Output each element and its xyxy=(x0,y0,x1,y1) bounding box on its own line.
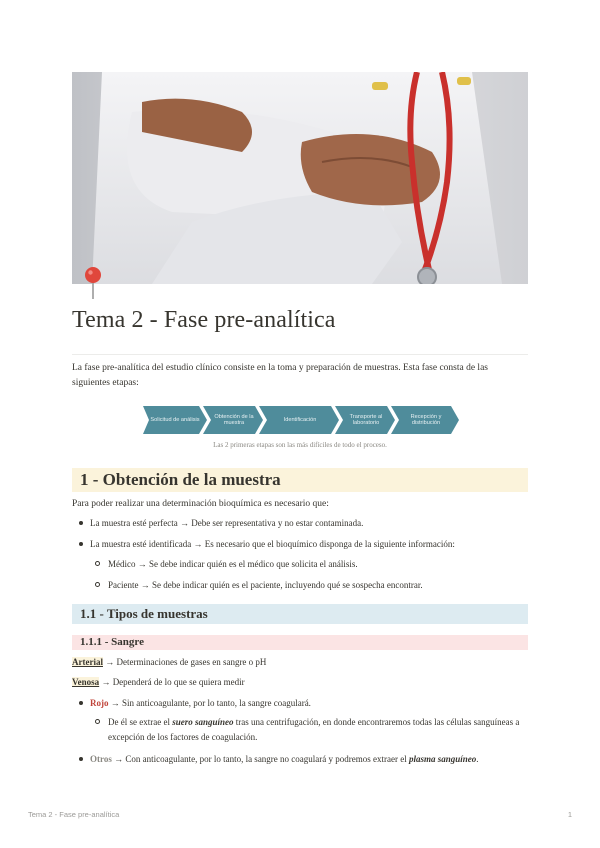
pushpin-icon xyxy=(82,266,104,300)
process-caption: Las 2 primeras etapas son las más difíciles de todo el proceso. xyxy=(213,441,387,449)
title-divider xyxy=(72,354,528,355)
suero-item xyxy=(108,715,528,745)
bullet-item-1: La muestra esté perfecta → Debe ser representativa y no estar contaminada. xyxy=(90,518,364,528)
otros-item xyxy=(90,752,528,766)
plasma-term: plasma sanguíneo xyxy=(409,754,477,764)
section-heading-1-1-text: 1.1 - Tipos de muestras xyxy=(80,606,208,621)
page-number: 1 xyxy=(567,810,572,819)
chevron-label-1: Solicitud de análisis xyxy=(150,416,200,423)
intro-paragraph: La fase pre-analítica del estudio clínico consiste en la toma y preparación de muestras. Esta fase consta de las siguientes etapas: xyxy=(72,363,488,388)
otros-label: Otros xyxy=(90,754,112,764)
section1-lead: Para poder realizar una determinación bioquímica es necesario que: xyxy=(72,499,329,509)
rojo-label: Rojo xyxy=(90,698,109,708)
suero-pre: De él se extrae el xyxy=(108,717,173,727)
sub-bullet-marker xyxy=(95,561,100,566)
section-heading-1 xyxy=(72,468,528,492)
cover-image xyxy=(72,72,528,284)
chevron-label-5: Recepción y distribución xyxy=(410,413,442,426)
bullet-marker xyxy=(79,542,83,546)
venosa-label: Venosa xyxy=(72,677,100,687)
footer-title: Tema 2 - Fase pre-analítica xyxy=(28,810,120,819)
sub-bullet-marker xyxy=(95,582,100,587)
rojo-text: → Sin anticoagulante, por lo tanto, la sangre coagulará. xyxy=(108,698,311,708)
arterial-label: Arterial xyxy=(72,657,103,667)
section-heading-1-text: 1 - Obtención de la muestra xyxy=(80,470,281,489)
page-title: Tema 2 - Fase pre-analítica xyxy=(72,307,336,333)
bullet-marker xyxy=(79,701,83,705)
bullet-item-2: La muestra esté identificada → Es necesario que el bioquímico disponga de la siguiente información: xyxy=(90,539,455,549)
sub-bullet-item-1: Médico → Se debe indicar quién es el médico que solicita el análisis. xyxy=(108,559,358,569)
section-heading-1-1-1 xyxy=(72,635,528,650)
venosa-text: → Dependerá de lo que se quiera medir xyxy=(99,677,245,687)
rojo-item xyxy=(90,696,528,710)
venosa-line xyxy=(72,675,528,689)
section-heading-1-1 xyxy=(72,604,528,624)
arterial-text: → Determinaciones de gases en sangre o pH xyxy=(102,657,267,667)
bullet-marker xyxy=(79,521,83,525)
sub-bullet-marker xyxy=(95,719,100,724)
suero-post: tras una centrifugación, en donde encontraremos todas las células sanguíneas a excepción de los factores de coagulación. xyxy=(108,717,520,742)
doctor-stethoscope-photo xyxy=(72,72,528,284)
chevron-label-4: Transporte al laboratorio xyxy=(349,413,383,426)
sub-bullet-item-2: Paciente → Se debe indicar quién es el paciente, incluyendo qué se sospecha encontrar. xyxy=(108,580,423,590)
section-heading-1-1-1-text: 1.1.1 - Sangre xyxy=(80,636,144,648)
otros-text: → Con anticoagulante, por lo tanto, la sangre no coagulará y podremos extraer el xyxy=(111,754,409,764)
bullet-marker xyxy=(79,757,83,761)
otros-end: . xyxy=(476,754,479,764)
arterial-line xyxy=(72,655,528,669)
chevron-label-2: Obtención de la muestra xyxy=(214,413,254,426)
chevron-label-3: Identificación xyxy=(283,416,317,423)
process-chevrons xyxy=(143,406,459,434)
suero-term: suero sanguíneo xyxy=(172,717,234,727)
